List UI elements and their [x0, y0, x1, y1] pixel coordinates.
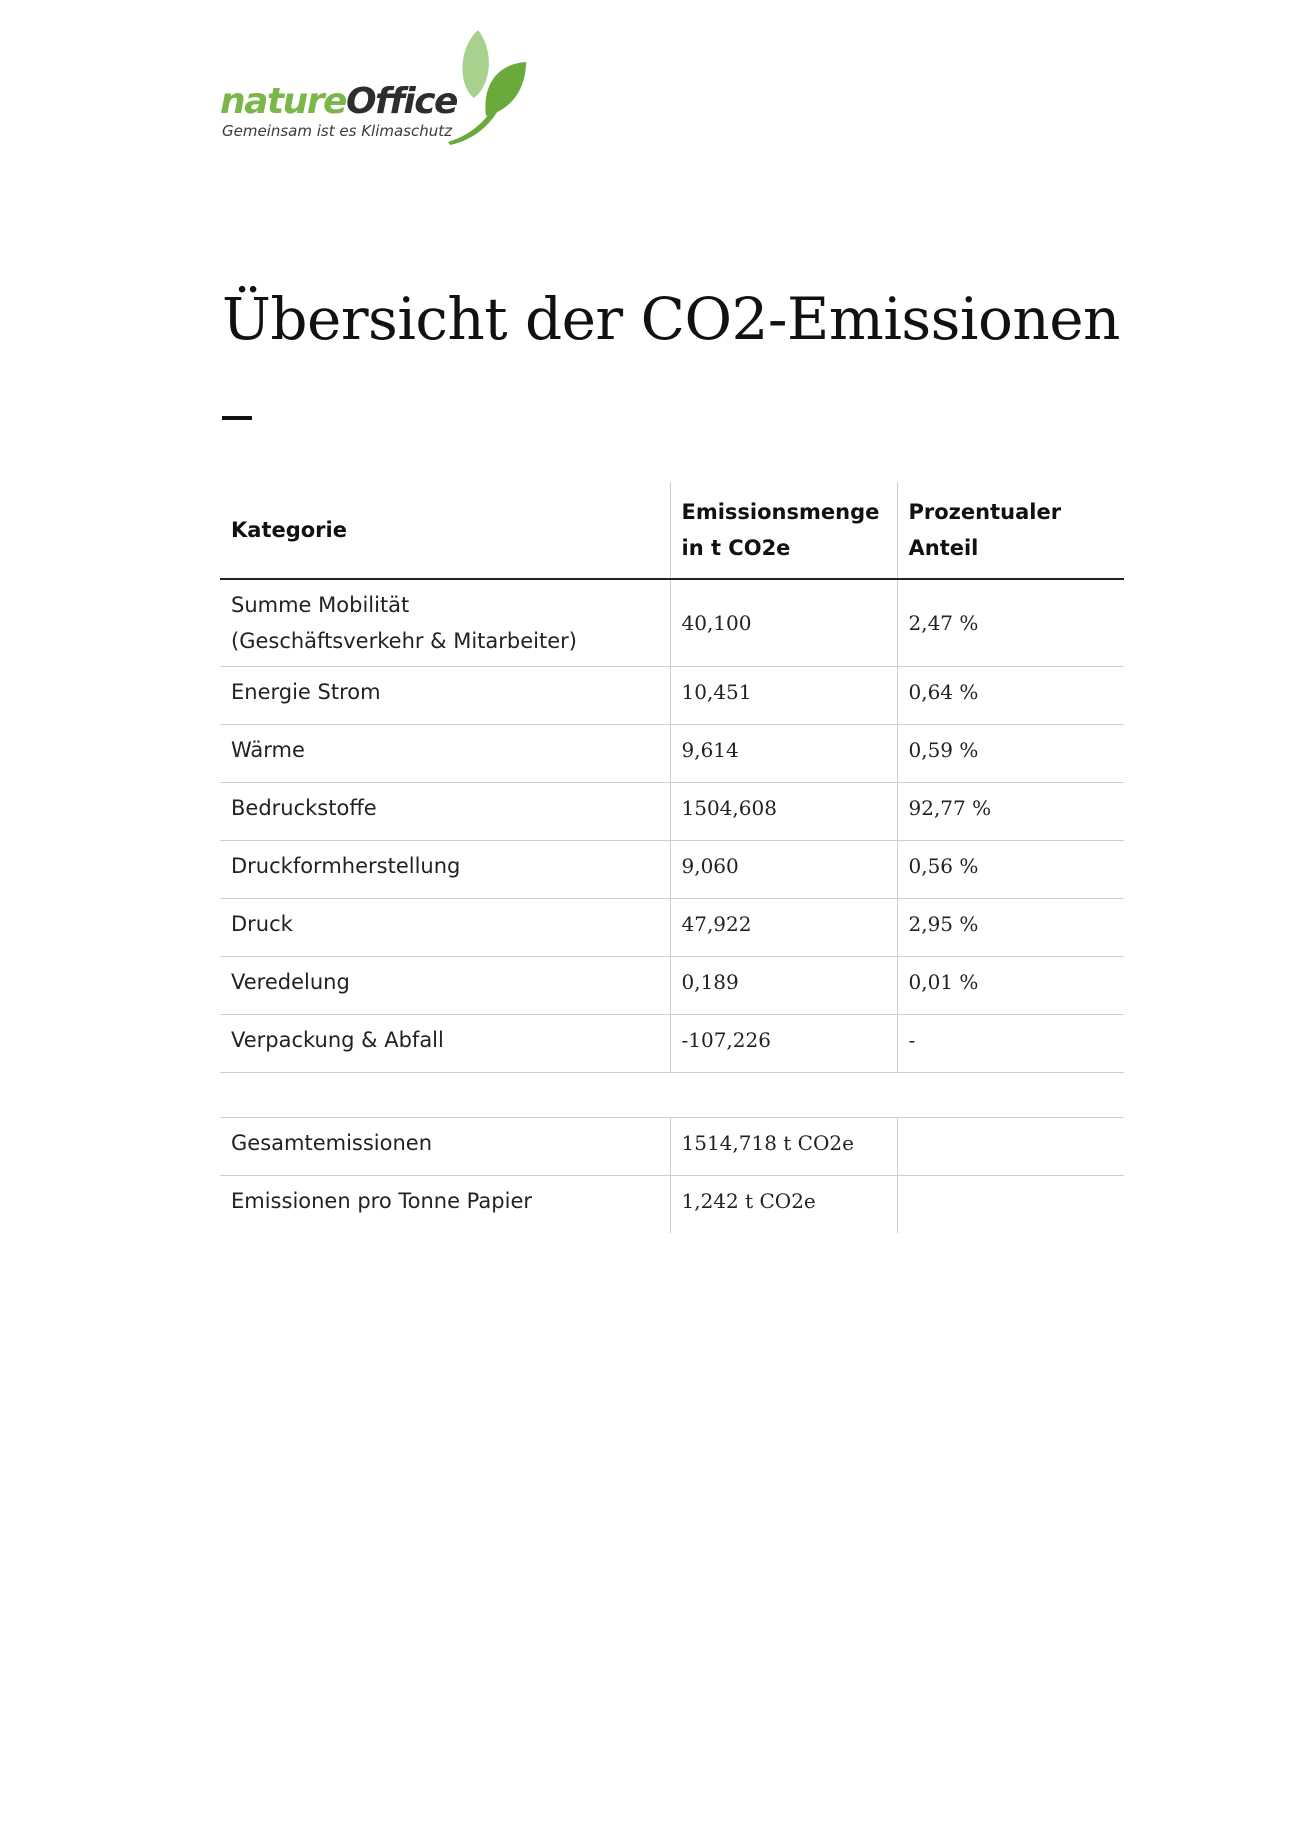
cell-anteil: 0,59 % — [897, 725, 1124, 783]
table-row — [220, 725, 1124, 783]
logo-word-nature: nature — [220, 81, 346, 122]
cell-menge: 1504,608 — [670, 783, 897, 841]
cell-kategorie: Energie Strom — [220, 667, 670, 725]
cell-kategorie: Bedruckstoffe — [220, 783, 670, 841]
natureoffice-logo — [220, 26, 520, 146]
header-menge-line1: Emissionsmenge — [681, 500, 880, 524]
page-title: Übersicht der CO2-Emissionen — [222, 285, 1120, 353]
cell-menge: 9,060 — [670, 841, 897, 899]
header-anteil-line2: Anteil — [908, 536, 979, 560]
cell-kategorie: Wärme — [220, 725, 670, 783]
cell-anteil: 2,95 % — [897, 899, 1124, 957]
table-row — [220, 579, 1124, 667]
logo-word-office: Office — [345, 81, 457, 122]
cell-empty — [897, 1176, 1124, 1234]
cell-menge: 0,189 — [670, 957, 897, 1015]
table-spacer-row — [220, 1073, 1124, 1118]
cell-menge: -107,226 — [670, 1015, 897, 1073]
cell-anteil: - — [897, 1015, 1124, 1073]
header-anteil-line1: Prozentualer — [908, 500, 1062, 524]
logo-wordmark — [220, 81, 457, 122]
table-row — [220, 783, 1124, 841]
table-header-row — [220, 482, 1124, 579]
header-kategorie: Kategorie — [220, 482, 670, 579]
emissions-table — [220, 482, 1124, 1233]
cell-kategorie — [220, 579, 670, 667]
cell-anteil: 92,77 % — [897, 783, 1124, 841]
total-row — [220, 1118, 1124, 1176]
cell-anteil: 2,47 % — [897, 579, 1124, 667]
cell-total-label: Emissionen pro Tonne Papier — [231, 1189, 532, 1213]
header-anteil — [897, 482, 1124, 579]
cell-total-value: 1,242 t CO2e — [670, 1176, 897, 1234]
total-row — [220, 1176, 1124, 1234]
kategorie-line1: Summe Mobilität — [231, 593, 410, 617]
header-emissionsmenge — [670, 482, 897, 579]
cell-anteil: 0,64 % — [897, 667, 1124, 725]
title-dash — [222, 416, 252, 420]
cell-kategorie: Veredelung — [220, 957, 670, 1015]
cell-anteil: 0,01 % — [897, 957, 1124, 1015]
logo-tagline: Gemeinsam ist es Klimaschutz — [222, 122, 453, 140]
cell-kategorie: Druck — [220, 899, 670, 957]
leaf-icon — [440, 26, 530, 146]
cell-kategorie: Verpackung & Abfall — [220, 1015, 670, 1073]
table-row — [220, 667, 1124, 725]
cell-menge: 40,100 — [670, 579, 897, 667]
cell-menge: 47,922 — [670, 899, 897, 957]
table-row — [220, 1015, 1124, 1073]
cell-anteil: 0,56 % — [897, 841, 1124, 899]
cell-total-value: 1514,718 t CO2e — [670, 1118, 897, 1176]
kategorie-line2: (Geschäftsverkehr & Mitarbeiter) — [231, 629, 577, 653]
cell-empty — [897, 1118, 1124, 1176]
table-row — [220, 899, 1124, 957]
cell-menge: 9,614 — [670, 725, 897, 783]
cell-menge: 10,451 — [670, 667, 897, 725]
cell-kategorie: Druckformherstellung — [220, 841, 670, 899]
table-row — [220, 957, 1124, 1015]
table-row — [220, 841, 1124, 899]
header-menge-line2: in t CO2e — [681, 536, 791, 560]
cell-total-label: Gesamtemissionen — [220, 1118, 670, 1176]
